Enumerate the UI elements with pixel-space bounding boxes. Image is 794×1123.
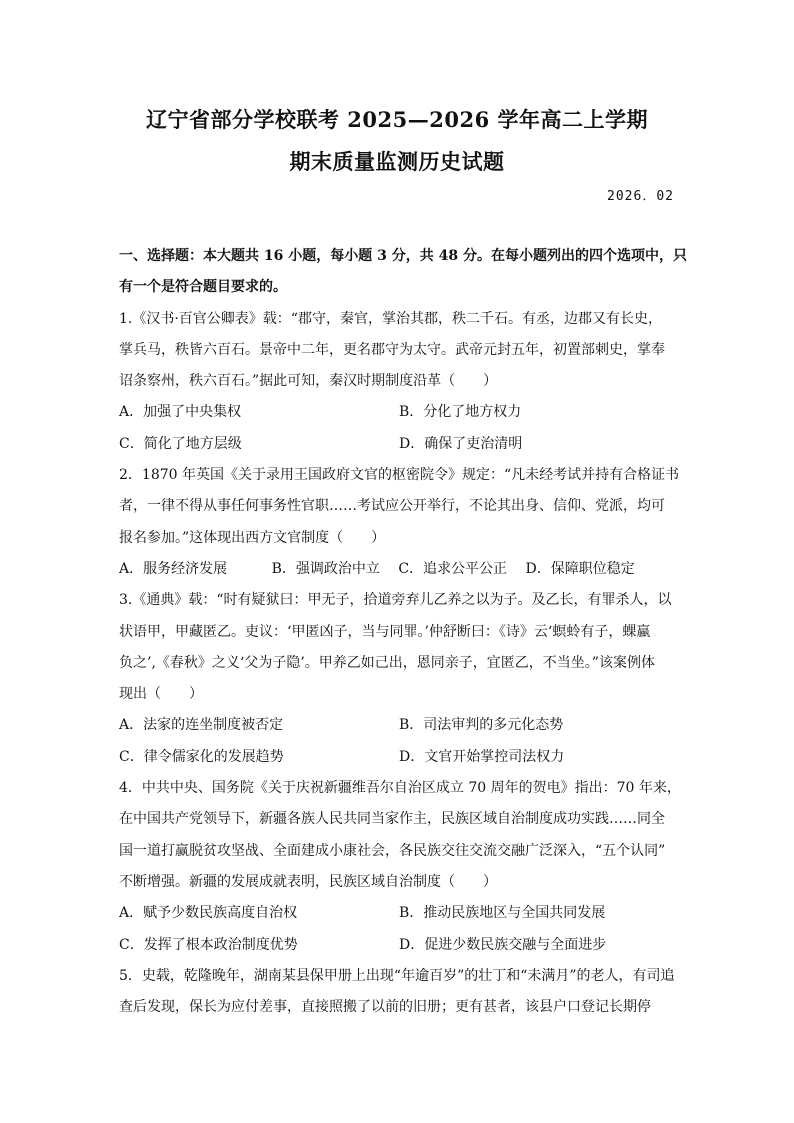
option-d: D．确保了吏治清明 [399, 435, 523, 452]
question-2 [119, 463, 679, 588]
option-b: B．推动民族地区与全国共同发展 [399, 905, 606, 922]
question-text-line: 掌兵马，秩皆六百石。景帝中二年，更名郡守为太守。武帝元封五年，初置部刺史，掌奉 [119, 341, 665, 358]
option-c: C．律令儒家化的发展趋势 [119, 748, 284, 765]
question-1 [119, 307, 679, 463]
option-row [119, 400, 679, 431]
option-a: A．服务经济发展 [119, 560, 228, 577]
option-d: D．保障职位稳定 [525, 560, 635, 577]
question-text-line: 诏条察州，秩六百石。”据此可知，秦汉时期制度沿革（ ） [119, 373, 498, 390]
question-text-line: 现出（ ） [119, 686, 203, 703]
option-a: A．加强了中央集权 [119, 404, 242, 421]
section-heading-line1: 一、选择题：本大题共 16 小题，每小题 3 分，共 48 分。在每小题列出的四个选项中，只 [119, 248, 687, 264]
option-b: B．强调政治中立 [271, 560, 380, 577]
option-c: C．追求公平公正 [398, 560, 508, 577]
document-title-line2: 期末质量监测历史试题 [289, 149, 505, 174]
option-b: B．分化了地方权力 [399, 404, 522, 421]
question-text-line: 4．中共中央、国务院《关于庆祝新疆维吾尔自治区成立 70 周年的贺电》指出：70 年来， [119, 780, 681, 797]
option-row [119, 432, 679, 463]
section-heading-line2: 有一个是符合题目要求的。 [119, 279, 287, 296]
option-row [119, 933, 679, 964]
option-a: A．赋予少数民族高度自治权 [119, 905, 298, 922]
question-text-line: 在中国共产党领导下，新疆各族人民共同当家作主，民族区域自治制度成功实践……同全 [119, 811, 665, 828]
question-text-line: 报名参加。”这体现出西方文官制度（ ） [119, 529, 386, 546]
question-4 [119, 776, 679, 964]
option-a: A．法家的连坐制度被否定 [119, 717, 284, 734]
question-5 [119, 964, 679, 1027]
question-text-line: 查后发现，保长为应付差事，直接照搬了以前的旧册；更有甚者，该县户口登记长期停 [119, 999, 651, 1016]
option-row [119, 901, 679, 932]
option-row [119, 557, 679, 588]
question-text-line: 3.《通典》载：“时有疑狱曰：甲无子，拾道旁弃儿乙养之以为子。及乙长，有罪杀人，以 [119, 592, 672, 609]
question-text-line: 国一道打赢脱贫攻坚战、全面建成小康社会，各民族交往交流交融广泛深入，“五个认同” [119, 842, 666, 859]
exam-date: 2026．02 [607, 189, 674, 204]
option-row [119, 745, 679, 776]
option-d: D．促进少数民族交融与全面进步 [399, 936, 607, 953]
question-text-line: 5．史载，乾隆晚年，湖南某县保甲册上出现“年逾百岁”的壮丁和“未满月”的老人，有司追 [119, 967, 675, 984]
exam-content [119, 244, 687, 1026]
question-text-line: 状语甲，甲藏匿乙。吏议：‘甲匿凶子，当与同罪。’仲舒断曰：《诗》云‘螟蛉有子，蜾蠃 [119, 623, 651, 640]
question-3 [119, 588, 679, 776]
option-b: B．司法审判的多元化态势 [399, 717, 564, 734]
document-title-line1: 辽宁省部分学校联考 2025—2026 学年高二上学期 [145, 107, 648, 132]
option-c: C．发挥了根本政治制度优势 [119, 936, 298, 953]
option-row [119, 713, 679, 744]
question-text-line: 1.《汉书·百官公卿表》载：“郡守，秦官，掌治其郡，秩二千石。有丞，边郡又有长史， [119, 310, 662, 327]
option-c: C．简化了地方层级 [119, 435, 242, 452]
question-text-line: 不断增强。新疆的发展成就表明，民族区域自治制度（ ） [119, 873, 497, 890]
question-text-line: 者，一律不得从事任何事务性官职……考试应公开举行，不论其出身、信仰、党派，均可 [119, 498, 665, 515]
question-text-line: 2．1870 年英国《关于录用王国政府文官的枢密院令》规定：“凡未经考试并持有合格证书 [119, 467, 680, 484]
question-text-line: 负之’,《春秋》之义‘父为子隐’。甲养乙如己出，恩同亲子，宜匿乙，不当坐。”该案例体 [119, 654, 655, 671]
option-d: D．文官开始掌控司法权力 [399, 748, 565, 765]
